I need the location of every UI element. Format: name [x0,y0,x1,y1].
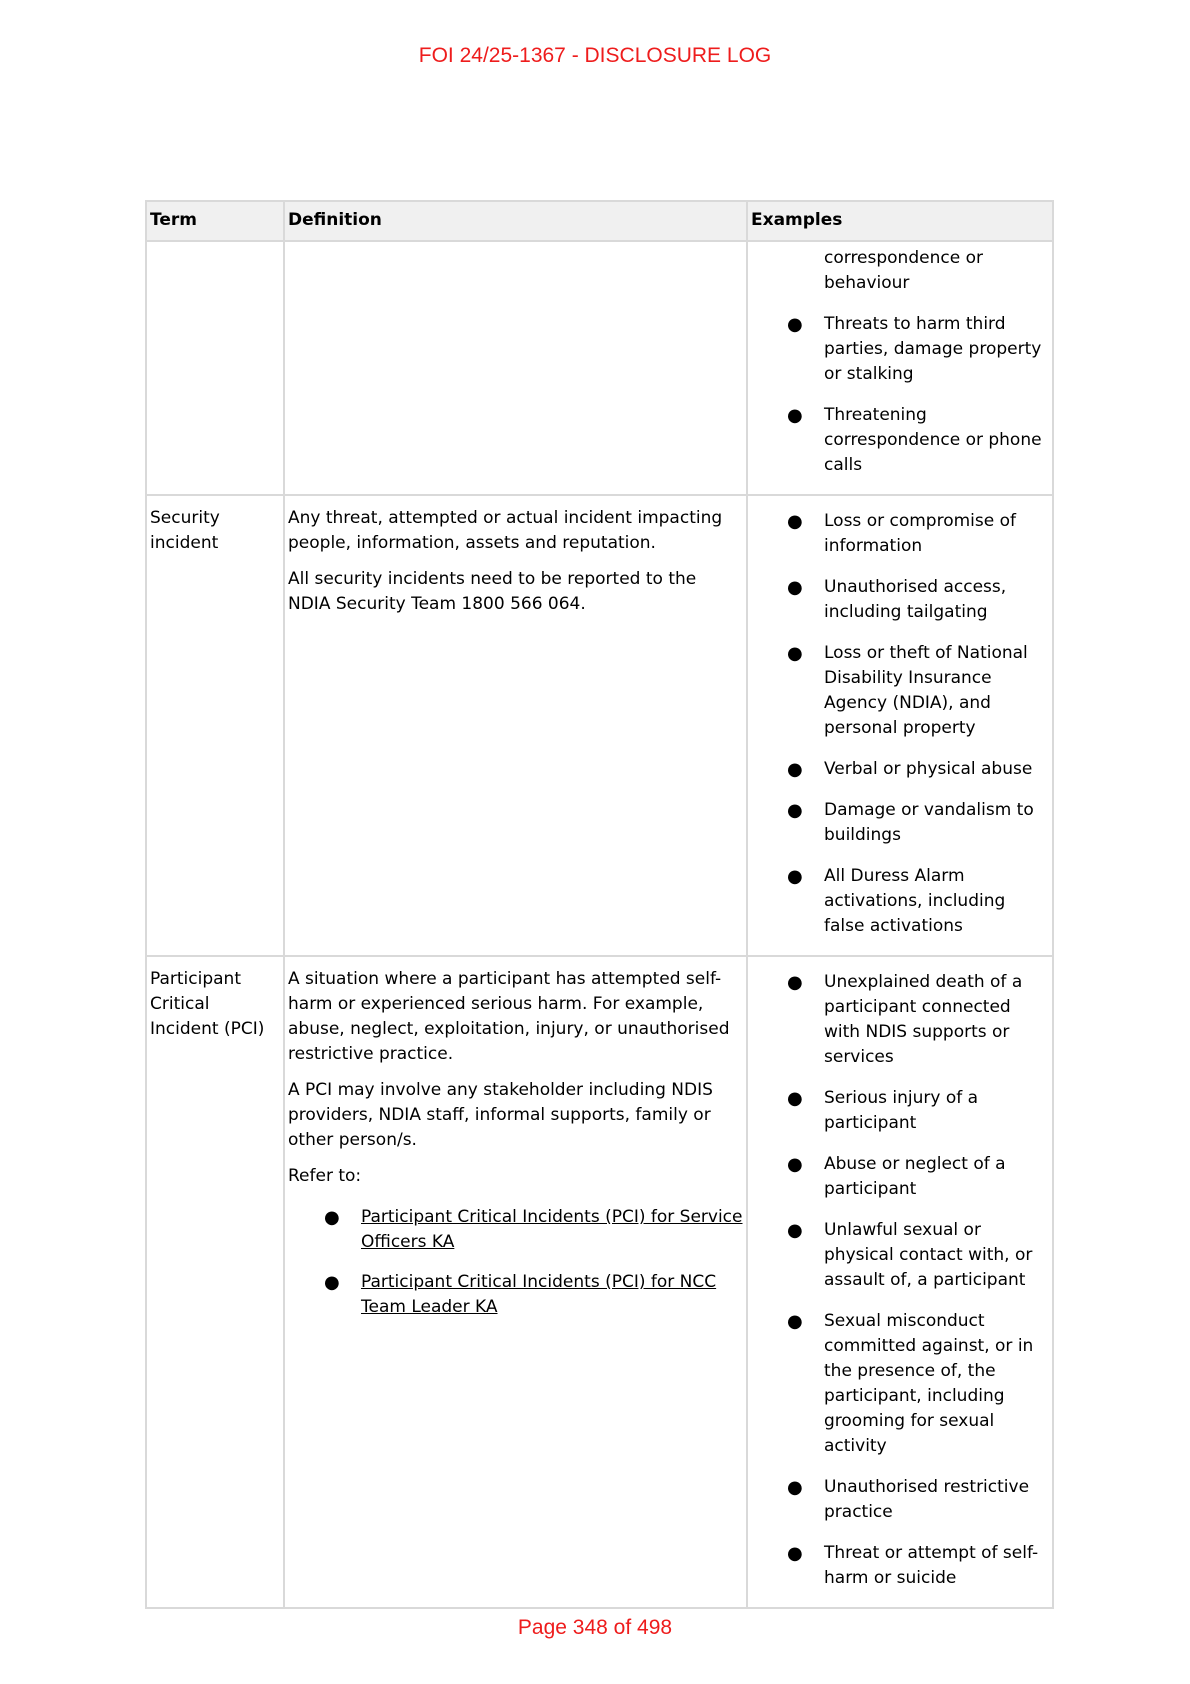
pci-service-officers-link[interactable]: Participant Critical Incidents (PCI) for Service Officers KA [361,1207,743,1252]
definition-cell [284,956,747,1608]
list-item [288,1270,743,1320]
column-header-examples: Examples [747,201,1053,241]
bullet-icon: ● [787,643,803,664]
bullet-icon: ● [787,1154,803,1175]
list-item: ● All Duress Alarm activations, including false activations [787,866,1006,936]
bullet-icon: ● [787,1477,803,1498]
definition-paragraph: A situation where a participant has attempted self-harm or experienced serious harm. For example, abuse, neglect, exploitation, injury, or unauthorised restrictive practice. [288,969,730,1064]
list-item: ● Threat or attempt of self-harm or suicide [787,1543,1039,1588]
pci-ncc-team-leader-link[interactable]: Participant Critical Incidents (PCI) for NCC Team Leader KA [361,1272,717,1317]
column-header-term: Term [146,201,284,241]
table-row [146,495,1053,956]
definition-paragraph: Any threat, attempted or actual incident impacting people, information, assets and reputation. [288,508,723,553]
list-item: ● Unlawful sexual or physical contact with, or assault of, a participant [787,1220,1033,1290]
list-item: ● Unexplained death of a participant connected with NDIS supports or services [787,972,1023,1067]
bullet-icon: ● [787,511,803,532]
list-item: ● Threatening correspondence or phone calls [787,405,1042,475]
list-item: ● Abuse or neglect of a participant [787,1154,1006,1199]
list-item: ● Sexual misconduct committed against, or in the presence of, the participant, including grooming for sexual activity [787,1311,1034,1456]
examples-cell [747,495,1053,956]
list-item: ● Threats to harm third parties, damage property or stalking [787,314,1042,384]
examples-list [751,957,1049,1591]
table-row [146,956,1053,1608]
reference-list [288,1205,743,1320]
list-item: correspondence or behaviour [824,248,983,293]
bullet-icon: ● [787,1088,803,1109]
bullet-icon: ● [787,800,803,821]
disclosure-log-header: FOI 24/25-1367 - DISCLOSURE LOG [418,44,772,67]
term-cell: Participant Critical Incident (PCI) [146,956,284,1608]
bullet-icon: ● [787,759,803,780]
definition-cell [284,495,747,956]
list-item: ● Loss or theft of National Disability Insurance Agency (NDIA), and personal property [787,643,1028,738]
examples-cell [747,956,1053,1608]
bullet-icon: ● [324,1272,340,1293]
bullet-icon: ● [787,866,803,887]
term-cell [146,241,284,495]
list-item: ● Loss or compromise of information [787,511,1016,556]
definition-paragraph: All security incidents need to be reported to the NDIA Security Team 1800 566 064. [288,569,697,614]
bullet-icon: ● [787,1543,803,1564]
definition-paragraph: A PCI may involve any stakeholder including NDIS providers, NDIA staff, informal supports, family or other person/s. [288,1080,713,1150]
table-row [146,241,1053,495]
list-item: ● Verbal or physical abuse [787,759,1033,780]
examples-cell [747,241,1053,495]
examples-list [751,242,1049,478]
table-header-row [146,201,1053,241]
definition-cell [284,241,747,495]
bullet-icon: ● [787,314,803,335]
bullet-icon: ● [324,1207,340,1228]
list-item: ● Unauthorised access, including tailgating [787,577,1007,622]
term-cell: Security incident [146,495,284,956]
column-header-definition: Definition [284,201,747,241]
terms-table [145,200,1054,1609]
definition-paragraph: Refer to: [288,1166,362,1186]
list-item: ● Unauthorised restrictive practice [787,1477,1030,1522]
bullet-icon: ● [787,1220,803,1241]
list-item: ● Damage or vandalism to buildings [787,800,1034,845]
list-item [288,1205,743,1255]
examples-list [751,496,1049,939]
list-item: ● Serious injury of a participant [787,1088,979,1133]
bullet-icon: ● [787,1311,803,1332]
bullet-icon: ● [787,972,803,993]
page-number-footer: Page 348 of 498 [517,1616,673,1639]
bullet-icon: ● [787,577,803,598]
bullet-icon: ● [787,405,803,426]
